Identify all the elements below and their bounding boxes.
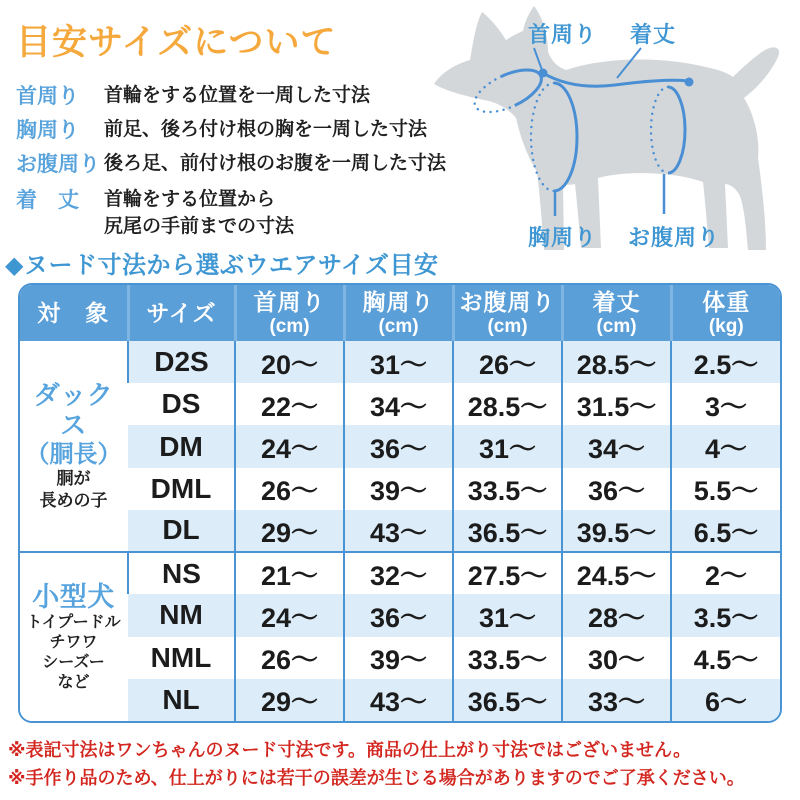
- cell-weight: 6.5〜: [671, 510, 780, 552]
- cell-neck: 24〜: [235, 594, 344, 636]
- cell-chest: 39〜: [344, 637, 453, 679]
- cell-neck: 29〜: [235, 679, 344, 721]
- header-label: 着丈: [592, 288, 641, 315]
- definition-desc: [104, 184, 294, 238]
- cell-chest: 43〜: [344, 510, 453, 552]
- cell-neck: 20〜: [235, 341, 344, 383]
- definition-belly: [16, 148, 446, 178]
- group-title: ダックス: [33, 380, 114, 440]
- cell-length: 39.5〜: [562, 510, 671, 552]
- cell-belly: 36.5〜: [453, 510, 562, 552]
- table-row: [20, 383, 780, 425]
- group-cell-small-dog: [20, 552, 128, 721]
- cell-size: NS: [128, 552, 235, 594]
- cell-belly: 36.5〜: [453, 679, 562, 721]
- table-row: [20, 425, 780, 467]
- header-label: 対 象: [37, 299, 110, 326]
- cell-neck: 26〜: [235, 637, 344, 679]
- cell-chest: 34〜: [344, 383, 453, 425]
- table-row: [20, 552, 780, 594]
- table-row: [20, 637, 780, 679]
- table-row: [20, 468, 780, 510]
- group-title: 小型犬: [32, 581, 115, 612]
- definition-chest: [16, 114, 427, 144]
- group-note: など: [57, 673, 90, 691]
- page-title: 目安サイズについて: [16, 23, 337, 62]
- group-subtitle: （胴長）: [25, 440, 122, 468]
- cell-belly: 26〜: [453, 341, 562, 383]
- cell-size: DL: [128, 510, 235, 552]
- cell-length: 24.5〜: [562, 552, 671, 594]
- dog-measurement-diagram: [430, 0, 800, 262]
- header-label: サイズ: [146, 299, 217, 326]
- cell-neck: 21〜: [235, 552, 344, 594]
- cell-belly: 31〜: [453, 425, 562, 467]
- definition-desc-line2: 尻尾の手前までの寸法: [104, 216, 295, 237]
- col-header-length: [562, 285, 671, 341]
- col-header-weight: [671, 285, 780, 341]
- size-table-container: [18, 283, 782, 723]
- size-table: [20, 285, 780, 721]
- footnote: ※表記寸法はワンちゃんのヌード寸法です。商品の仕上がり寸法ではございません。: [8, 740, 692, 760]
- cell-length: 36〜: [562, 468, 671, 510]
- footnotes: [8, 736, 745, 792]
- table-row: [20, 341, 780, 383]
- diagram-label-length: 着丈: [630, 22, 677, 47]
- header-unit: (cm): [596, 315, 637, 337]
- group-note: シーズー: [42, 653, 105, 671]
- header-unit: (kg): [708, 315, 744, 337]
- diagram-label-belly: お腹周り: [628, 225, 721, 250]
- cell-length: 33〜: [562, 679, 671, 721]
- header-row: [20, 285, 780, 341]
- cell-length: 31.5〜: [562, 383, 671, 425]
- cell-weight: 6〜: [671, 679, 780, 721]
- cell-belly: 33.5〜: [453, 468, 562, 510]
- cell-neck: 24〜: [235, 425, 344, 467]
- footnote: ※手作り品のため、仕上がりには若干の誤差が生じる場合がありますのでご了承ください。: [8, 768, 745, 788]
- cell-size: NML: [150, 641, 212, 673]
- cell-length: 30〜: [562, 637, 671, 679]
- header-unit: (cm): [269, 315, 310, 337]
- dog-silhouette-icon: [434, 6, 779, 250]
- cell-chest: 31〜: [344, 341, 453, 383]
- group-note: チワワ: [49, 633, 98, 651]
- col-header-size: [128, 285, 235, 341]
- cell-belly: 31〜: [453, 594, 562, 636]
- cell-size: DM: [128, 425, 235, 467]
- definition-term: 着 丈: [16, 189, 79, 212]
- table-heading: ◆ヌード寸法から選ぶウエアサイズ目安: [5, 252, 439, 279]
- col-header-belly: [453, 285, 562, 341]
- cell-chest: 36〜: [344, 594, 453, 636]
- cell-weight: 4.5〜: [671, 637, 780, 679]
- cell-chest: 36〜: [344, 425, 453, 467]
- group-note: トイプードル: [26, 613, 121, 631]
- header-label: 首周り: [253, 288, 326, 315]
- definition-neck: [16, 80, 370, 110]
- header-label: 体重: [702, 288, 751, 315]
- header-unit: (cm): [487, 315, 528, 337]
- table-row: [20, 679, 780, 721]
- col-header-chest: [344, 285, 453, 341]
- length-end-dot: [685, 78, 694, 87]
- cell-size: DML: [150, 472, 212, 504]
- diagram-label-neck: 首周り: [528, 22, 598, 47]
- cell-belly: 27.5〜: [453, 552, 562, 594]
- cell-belly: 33.5〜: [453, 637, 562, 679]
- cell-chest: 39〜: [344, 468, 453, 510]
- header-label: お腹周り: [459, 288, 556, 315]
- header-label: 胸周り: [362, 288, 435, 315]
- length-start-dot: [539, 69, 548, 78]
- cell-weight: 2.5〜: [671, 341, 780, 383]
- definition-desc: 前足、後ろ付け根の胸を一周した寸法: [104, 119, 428, 140]
- definition-desc: 後ろ足、前付け根のお腹を一周した寸法: [104, 153, 447, 174]
- col-header-neck: [235, 285, 344, 341]
- table-row: [20, 594, 780, 636]
- cell-size: D2S: [128, 341, 235, 383]
- definition-term: お腹周り: [16, 153, 100, 176]
- table-row: [20, 510, 780, 552]
- cell-chest: 43〜: [344, 679, 453, 721]
- group-note: 長めの子: [39, 490, 108, 510]
- cell-weight: 3〜: [671, 383, 780, 425]
- cell-weight: 2〜: [671, 552, 780, 594]
- group-cell-dachshund: [20, 341, 128, 552]
- cell-neck: 22〜: [235, 383, 344, 425]
- definition-term: 首周り: [16, 85, 79, 108]
- definition-desc-line1: 首輪をする位置から: [104, 189, 276, 210]
- group-note: 胴が: [56, 469, 91, 489]
- cell-length: 28.5〜: [562, 341, 671, 383]
- cell-length: 34〜: [562, 425, 671, 467]
- cell-weight: 5.5〜: [671, 468, 780, 510]
- cell-weight: 3.5〜: [671, 594, 780, 636]
- diagram-label-chest: 胸周り: [528, 225, 598, 250]
- definition-length: [16, 184, 294, 238]
- cell-chest: 32〜: [344, 552, 453, 594]
- cell-neck: 29〜: [235, 510, 344, 552]
- header-unit: (cm): [378, 315, 419, 337]
- cell-belly: 28.5〜: [453, 383, 562, 425]
- cell-size: DS: [161, 388, 201, 420]
- cell-neck: 26〜: [235, 468, 344, 510]
- col-header-target: [20, 285, 128, 341]
- definition-desc: 首輪をする位置を一周した寸法: [104, 85, 371, 106]
- dog-diagram-svg: [430, 0, 800, 262]
- cell-weight: 4〜: [671, 425, 780, 467]
- cell-length: 28〜: [562, 594, 671, 636]
- cell-size: NM: [128, 594, 235, 636]
- cell-size: NL: [128, 679, 235, 721]
- definition-term: 胸周り: [16, 119, 79, 142]
